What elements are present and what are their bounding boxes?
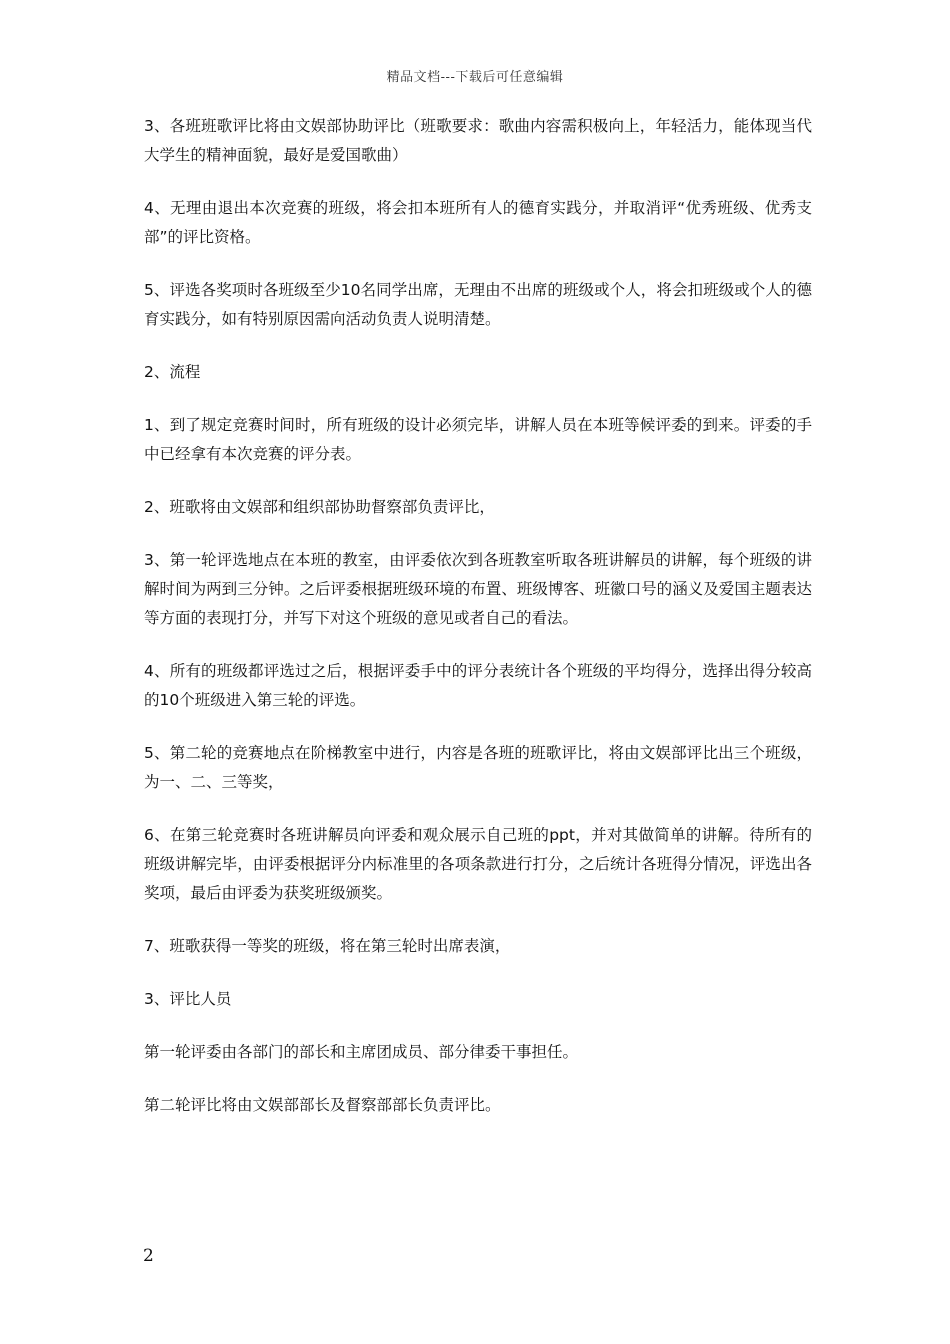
paragraph: 第一轮评委由各部门的部长和主席团成员、部分律委干事担任。 [144, 1043, 579, 1061]
section-heading: 3、评比人员 [144, 990, 232, 1008]
paragraph: 2、班歌将由文娱部和组织部协助督察部负责评比， [144, 498, 495, 516]
page-header: 精品文档---下载后可任意编辑 [386, 70, 564, 85]
paragraph: 5、第二轮的竞赛地点在阶梯教室中进行，内容是各班的班歌评比，将由文娱部评比出三个班级，为一、二、三等奖， [144, 744, 812, 791]
paragraph: 3、各班班歌评比将由文娱部协助评比（班歌要求：歌曲内容需积极向上，年轻活力，能体现当代大学生的精神面貌，最好是爱国歌曲） [144, 117, 812, 164]
paragraph: 4、所有的班级都评选过之后，根据评委手中的评分表统计各个班级的平均得分，选择出得分较高的10个班级进入第三轮的评选。 [144, 662, 812, 709]
paragraph: 7、班歌获得一等奖的班级，将在第三轮时出席表演， [144, 937, 511, 955]
paragraph: 第二轮评比将由文娱部部长及督察部部长负责评比。 [144, 1096, 501, 1114]
paragraph: 3、第一轮评选地点在本班的教室，由评委依次到各班教室听取各班讲解员的讲解，每个班级的讲解时间为两到三分钟。之后评委根据班级环境的布置、班级博客、班徽口号的涵义及爱国主题表达等方面的表现打分，并写下对这个班级的意见或者自己的看法。 [144, 551, 812, 627]
paragraph: 5、评选各奖项时各班级至少10名同学出席，无理由不出席的班级或个人，将会扣班级或个人的德育实践分，如有特别原因需向活动负责人说明清楚。 [144, 281, 812, 328]
document-body [144, 112, 812, 1144]
paragraph: 6、在第三轮竞赛时各班讲解员向评委和观众展示自己班的ppt，并对其做简单的讲解。待所有的班级讲解完毕，由评委根据评分内标准里的各项条款进行打分，之后统计各班得分情况，评选出各奖项，最后由评委为获奖班级颁奖。 [144, 826, 812, 902]
paragraph: 1、到了规定竞赛时间时，所有班级的设计必须完毕，讲解人员在本班等候评委的到来。评委的手中已经拿有本次竞赛的评分表。 [144, 416, 812, 463]
page-number: 2 [143, 1246, 154, 1266]
paragraph: 4、无理由退出本次竞赛的班级，将会扣本班所有人的德育实践分，并取消评“优秀班级、优秀支部”的评比资格。 [144, 199, 812, 246]
section-heading: 2、流程 [144, 363, 201, 381]
